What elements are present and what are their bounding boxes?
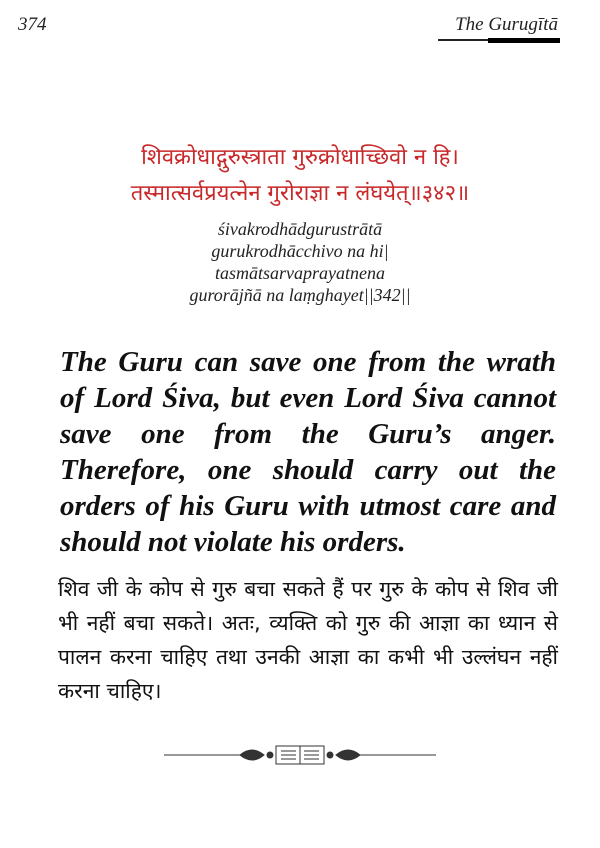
page-number: 374: [18, 14, 47, 35]
translit-line-4: gurorājñā na laṃghayet||342||: [189, 285, 411, 305]
header-bar: [488, 38, 560, 43]
sanskrit-line-1: शिवक्रोधाद्गुरुस्त्राता गुरुक्रोधाच्छिवो न हि।: [141, 145, 459, 170]
book-title: The Gurugītā: [455, 14, 558, 35]
transliteration: [80, 218, 520, 306]
decorative-book-divider-icon: [160, 740, 440, 770]
english-translation: The Guru can save one from the wrath of Lord Śiva, but even Lord Śiva cannot save one from the Guru’s anger. Therefore, one should carry out the orders of his Guru with utmost care and should not violate his orders.: [60, 346, 556, 558]
sanskrit-line-2: तस्मात्सर्वप्रयत्नेन गुरोराज्ञा न लंघयेत्॥३४२॥: [130, 181, 470, 206]
hindi-translation: शिव जी के कोप से गुरु बचा सकते हैं पर गुरु के कोप से शिव जी भी नहीं बचा सकते। अतः, व्यक्ति को गुरु की आज्ञा का ध्यान से पालन करना चाहिए तथा उनकी आज्ञा का कभी भी उल्लंघन नहीं करना चाहिए।: [58, 577, 558, 703]
translit-line-3: tasmātsarvaprayatnena: [215, 263, 385, 283]
sanskrit-verse: [40, 140, 560, 212]
translit-line-2: gurukrodhācchivo na hi|: [211, 241, 389, 261]
translit-line-1: śivakrodhādgurustrātā: [217, 219, 383, 239]
